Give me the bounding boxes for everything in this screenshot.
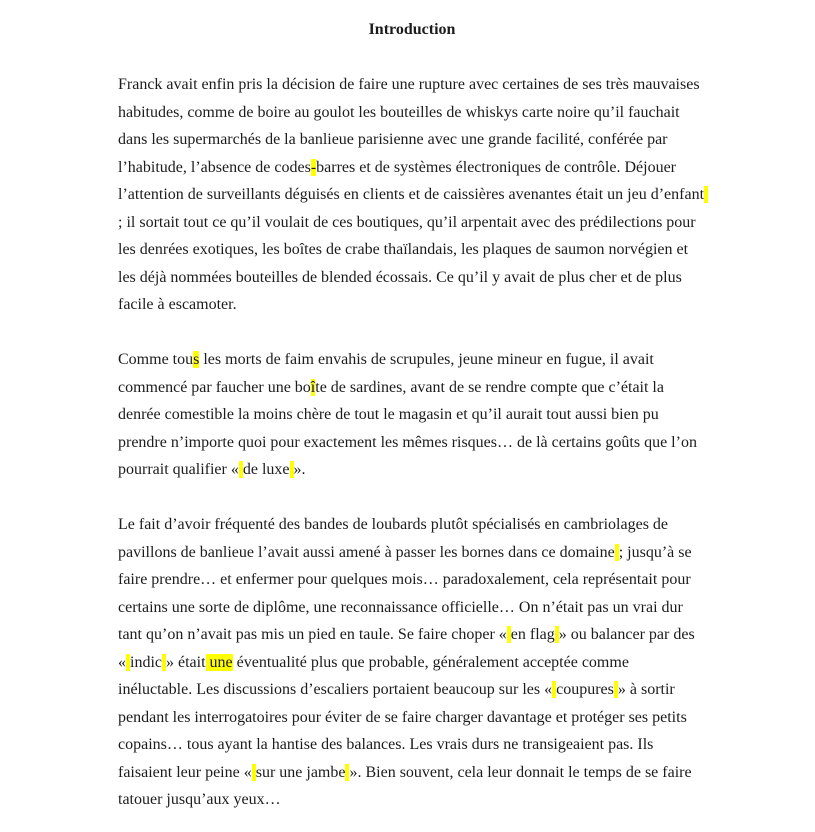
paragraph [118,71,706,319]
highlight-mark [704,186,708,203]
text-run: ». [293,461,306,478]
document-title: Introduction [368,21,456,38]
text-run: Le fait d’avoir fréquenté des bandes de loubards plutôt spécialisés en cambriolages de pavillons de banlieue l’avait aussi amené à passer les bornes dans ce domaine [118,516,673,561]
text-run: te de sardines, avant de se rendre compte que c’était la denrée comestible la moins chère de tout le magasin et qu’il aurait tout aussi bien pu prendre n’importe quoi pour exactement les mêmes risques… de là certains goûts que l’on pourrait qualifier « [118,378,701,478]
document-page [118,16,706,814]
text-run: éventualité plus que probable, généralement acceptée comme inéluctable. Les discussions d’escaliers portaient beaucoup sur les « [118,653,633,698]
text-run: » à sortir pendant les interrogatoires pour éviter de se faire charger davantage et protéger ses petits copains… tous ayant la hantise des balances. Les vrais durs ne transigeaient pas. Ils faisaient leur peine « [118,681,691,781]
text-run: ; jusqu’à se faire prendre… et enfermer pour quelques mois… paradoxalement, cela représentait pour certains une sorte de diplôme, une reconnaissance officielle… On n’était pas un vrai dur tant qu’on n’avait pas mis un pied en taule. Se faire choper « [118,543,696,643]
text-run: coupures [556,681,614,698]
paragraph [118,346,706,484]
document-body [118,71,706,814]
text-run: Franck avait enfin pris la décision de faire une rupture avec certaines de ses très mauvaises habitudes, comme de boire au goulot les bouteilles de whiskys carte noire qu’il fauchait dans les supermarchés de la banlieue parisienne avec une grande facilité, conférée par l’habitude, l’absence de codes [118,76,704,176]
text-run: indic [130,653,162,671]
highlight-mark: une [205,653,233,671]
paragraph [118,511,706,814]
text-run: sur une jambe [255,763,346,781]
highlight-mark: s [193,351,200,368]
text-run: de luxe [242,461,290,478]
highlight-mark: - [310,158,317,176]
text-run: Comme tou [118,351,194,368]
text-run: ». Bien souvent, cela leur donnait le temps de se faire tatouer jusqu’aux yeux… [118,763,696,808]
text-run: » était [166,653,206,671]
text-run: ; il sortait tout ce qu’il voulait de ces boutiques, qu’il arpentait avec des prédilections pour les denrées exotiques, les boîtes de crabe thaïlandais, les plaques de saumon norvégien et les déjà nommées bouteilles de blended écossais. Ce qu’il y avait de plus cher et de plus facile à escamoter. [118,213,700,313]
text-run: les morts de faim envahis de scrupules, jeune mineur en fugue, il avait commencé par faucher une bo [118,351,658,396]
text-run: » ou balancer par des « [118,626,699,671]
highlight-mark: î [310,378,316,396]
text-run: en flag [510,626,555,643]
text-run: barres et de systèmes électroniques de contrôle. Déjouer l’attention de surveillants déguisés en clients et de caissières avenantes était un jeu d’enfant [118,158,705,203]
